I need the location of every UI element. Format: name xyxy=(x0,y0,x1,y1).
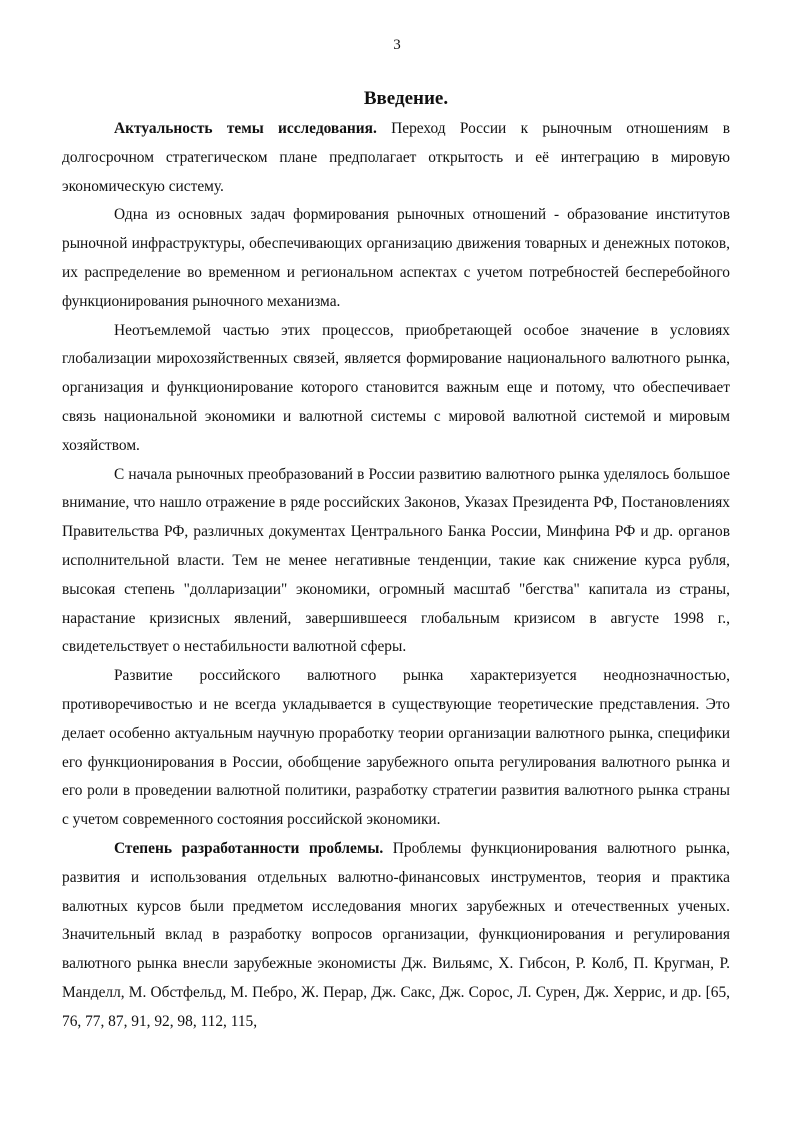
paragraph-text: Одна из основных задач формирования рыночных отношений - образование институтов рыночной инфраструктуры, обеспечивающих организацию движения товарных и денежных потоков, их распределение во временном и региональном аспектах с учетом потребностей бесперебойного функционирования рыночного механизма. xyxy=(62,206,730,310)
paragraph-market-reforms xyxy=(62,461,730,663)
paragraph-lead: Актуальность темы исследования. xyxy=(114,120,377,137)
page-number: 3 xyxy=(393,37,401,53)
paragraph-integral-part xyxy=(62,317,730,461)
paragraph-main-tasks xyxy=(62,201,730,316)
paragraph-text: Развитие российского валютного рынка характеризуется неоднозначностью, противоречивостью и не всегда укладывается в существующие теоретические представления. Это делает особенно актуальным научную проработку теории организации валютного рынка, специфики его функционирования в России, обобщение зарубежного опыта регулирования валютного рынка и его роли в проведении валютной политики, разработку стратегии развития валютного рынка страны с учетом современного состояния российской экономики. xyxy=(62,667,730,829)
document-body xyxy=(62,86,730,1037)
paragraph-text: Проблемы функционирования валютного рынка, развития и использования отдельных валютно-финансовых инструментов, теория и практика валютных курсов были предметом исследования многих зарубежных и отечественных ученых. Значительный вклад в разработку вопросов организации, функционирования и регулирования валютного рынка внесли зарубежные экономисты Дж. Вильямс, Х. Гибсон, Р. Колб, П. Кругман, Р. Манделл, М. Обстфельд, М. Пебро, Ж. Перар, Дж. Сакс, Дж. Сорос, Л. Сурен, Дж. Херрис, и др. [65, 76, 77, 87, 91, 92, 98, 112, 115, xyxy=(62,839,731,1030)
paragraph-degree-of-elaboration xyxy=(62,835,730,1037)
paragraph-text: Переход России к рыночным отношениям в долгосрочном стратегическом плане предполагает открытость и её интеграцию в мировую экономическую систему. xyxy=(62,120,730,195)
section-title: Введение. xyxy=(363,88,449,109)
paragraph-relevance xyxy=(62,115,730,201)
paragraph-text: С начала рыночных преобразований в России развитию валютного рынка уделялось большое внимание, что нашло отражение в ряде российских Законов, Указах Президента РФ, Постановлениях Правительства РФ, различных документах Центрального Банка России, Минфина РФ и др. органов исполнительной власти. Тем не менее негативные тенденции, такие как снижение курса рубля, высокая степень "долларизации" экономики, огромный масштаб "бегства" капитала из страны, нарастание кризисных явлений, завершившееся глобальным кризисом в августе 1998 г., свидетельствует о нестабильности валютной сферы. xyxy=(62,465,730,656)
paragraph-text: Неотъемлемой частью этих процессов, приобретающей особое значение в условиях глобализации мирохозяйственных связей, является формирование национального валютного рынка, организация и функционирование которого становится важным еще и потому, что обеспечивает связь национальной экономики и валютной системы с мировой валютной системой и мировым хозяйством. xyxy=(62,321,730,454)
paragraph-market-development xyxy=(62,662,730,835)
paragraph-lead: Степень разработанности проблемы. xyxy=(114,839,384,857)
